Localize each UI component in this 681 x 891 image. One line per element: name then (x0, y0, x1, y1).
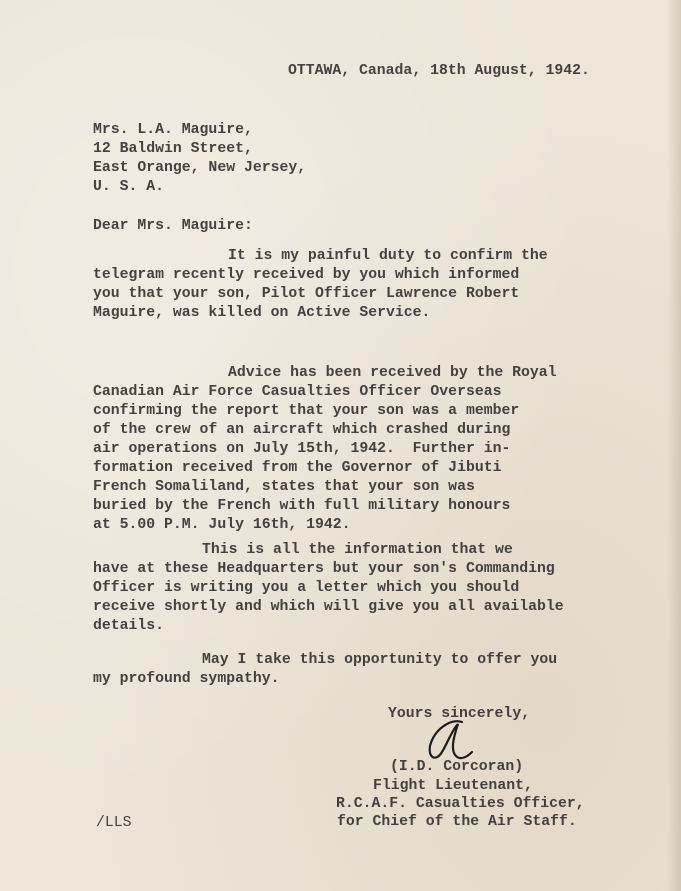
paragraph-line: It is my painful duty to confirm the (228, 248, 548, 264)
salutation: Dear Mrs. Maguire: (93, 218, 253, 234)
paragraph-line: confirming the report that your son was a member (93, 403, 520, 419)
paragraph-line: you that your son, Pilot Officer Lawrence Robert (93, 286, 520, 302)
paragraph-line: This is all the information that we (202, 542, 513, 558)
paragraph-line: Advice has been received by the Royal (228, 365, 557, 381)
address-line: East Orange, New Jersey, (93, 160, 307, 176)
signatory-title: R.C.A.F. Casualties Officer, (336, 796, 585, 812)
dateline: OTTAWA, Canada, 18th August, 1942. (288, 63, 590, 79)
paragraph-line: have at these Headquarters but your son's Commanding (93, 561, 555, 577)
paragraph-line: formation received from the Governor of Jibuti (93, 460, 502, 476)
paragraph-line: Canadian Air Force Casualties Officer Overseas (93, 384, 502, 400)
paper-edge-shadow (667, 0, 681, 891)
paragraph-line: French Somaliland, states that your son was (93, 479, 475, 495)
paragraph-line: at 5.00 P.M. July 16th, 1942. (93, 517, 351, 533)
paragraph-line: details. (93, 618, 165, 634)
paragraph-line: my profound sympathy. (93, 671, 280, 687)
address-line: 12 Baldwin Street, (93, 141, 253, 157)
paragraph-line: telegram recently received by you which informed (93, 267, 520, 283)
address-line: Mrs. L.A. Maguire, (93, 122, 253, 138)
signatory-name: (I.D. Corcoran) (390, 759, 524, 775)
paragraph-line: Maguire, was killed on Active Service. (93, 305, 431, 321)
paragraph-line: Officer is writing you a letter which you should (93, 580, 520, 596)
closing: Yours sincerely, (388, 706, 531, 722)
paragraph-line: receive shortly and which will give you all available (93, 599, 564, 615)
paragraph-line: buried by the French with full military honours (93, 498, 511, 514)
reference-initials: /LLS (96, 815, 132, 831)
signatory-rank: Flight Lieutenant, (373, 778, 533, 794)
paragraph-line: air operations on July 15th, 1942. Further in- (93, 441, 511, 457)
address-line: U. S. A. (93, 179, 165, 195)
paragraph-line: of the crew of an aircraft which crashed during (93, 422, 511, 438)
signatory-office: for Chief of the Air Staff. (337, 814, 577, 830)
paragraph-line: May I take this opportunity to offer you (202, 652, 558, 668)
